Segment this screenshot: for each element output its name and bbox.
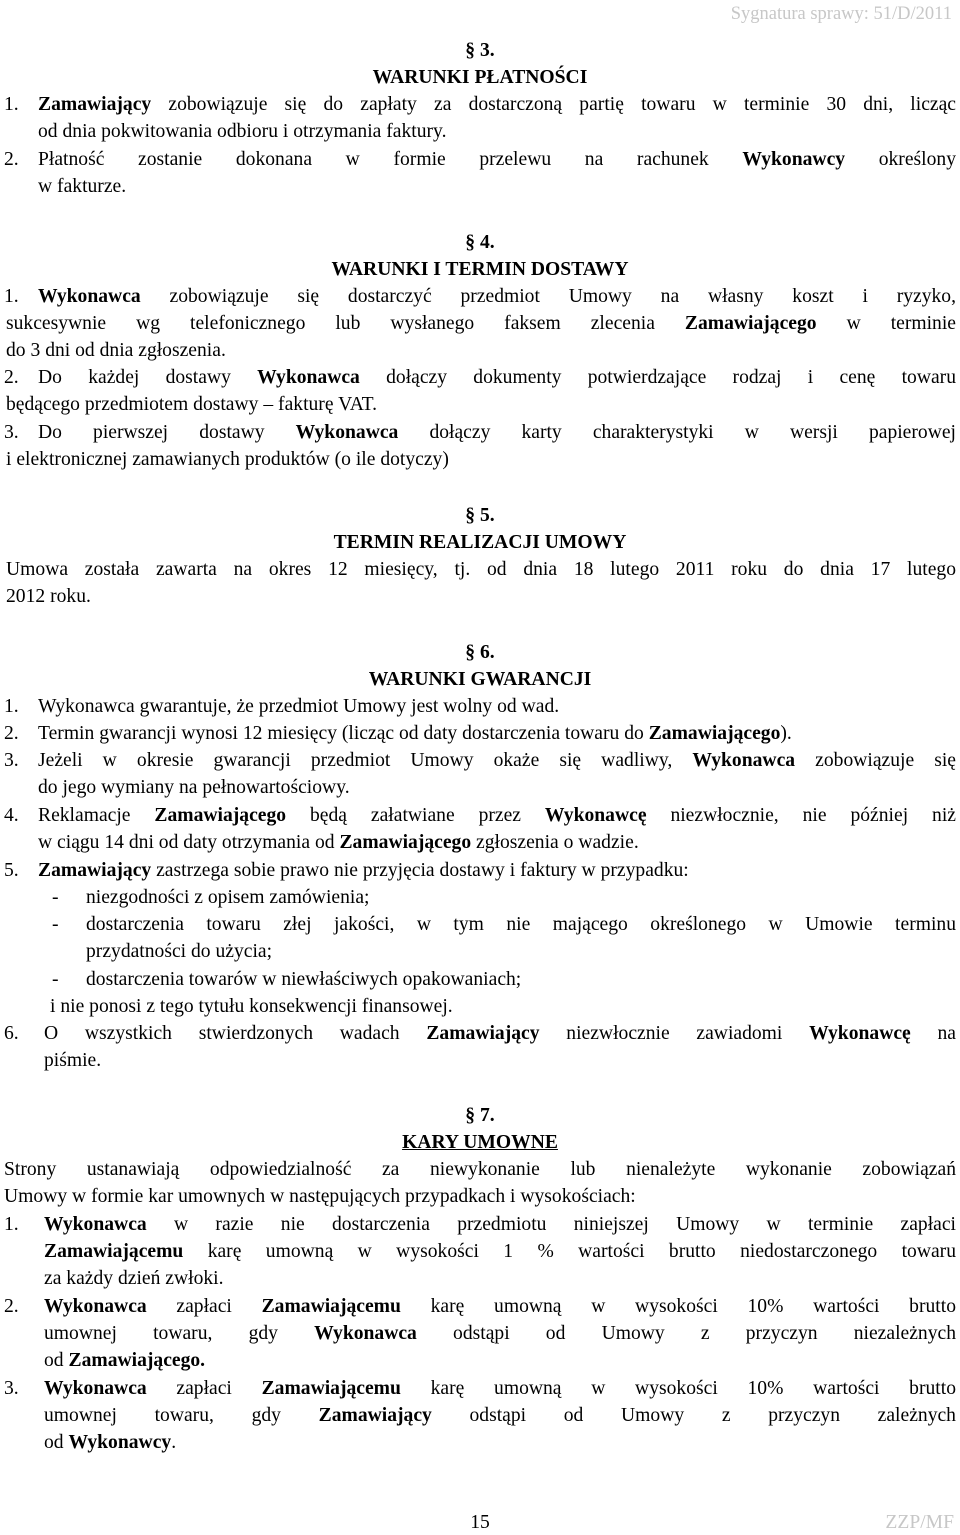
paragraph-line: 2012 roku.: [6, 586, 91, 607]
paragraph-line: Reklamacje Zamawiającego będą załatwiane przez Wykonawcę niezwłocznie, nie później niż: [38, 805, 956, 826]
paragraph-line: i nie ponosi z tego tytułu konsekwencji finansowej.: [50, 996, 453, 1017]
paragraph-line: będącego przedmiotem dostawy – fakturę VAT.: [6, 394, 378, 415]
dash-bullet: -: [52, 969, 59, 990]
dash-item: dostarczenia towaru złej jakości, w tym nie mającego określonego w Umowie terminu: [86, 914, 956, 935]
paragraph-line: Jeżeli w okresie gwarancji przedmiot Umowy okaże się wadliwy, Wykonawca zobowiązuje się: [38, 750, 957, 771]
section-6-title: WARUNKI GWARANCJI: [368, 669, 592, 690]
paragraph-line: Zamawiający zobowiązuje się do zapłaty za dostarczoną partię towaru w terminie 30 dni, licząc: [38, 94, 956, 115]
section-5-title: TERMIN REALIZACJI UMOWY: [333, 532, 627, 553]
dash-item: dostarczenia towarów w niewłaściwych opakowaniach;: [86, 969, 522, 990]
list-number: 1.: [4, 286, 19, 307]
paragraph-line: Wykonawca gwarantuje, że przedmiot Umowy jest wolny od wad.: [38, 696, 560, 717]
paragraph-line: w ciągu 14 dni od daty otrzymania od Zamawiającego zgłoszenia o wadzie.: [38, 832, 639, 853]
paragraph-line: do 3 dni od dnia zgłoszenia.: [6, 340, 226, 361]
list-number: 5.: [4, 860, 19, 881]
section-6-number: § 6.: [465, 642, 495, 663]
section-3-title: WARUNKI PŁATNOŚCI: [372, 67, 588, 88]
paragraph-line: umownej towaru, gdy Zamawiający odstąpi od Umowy z przyczyn zależnych: [44, 1405, 956, 1426]
paragraph-line: od Wykonawcy.: [44, 1432, 177, 1453]
case-signature: Sygnatura sprawy: 51/D/2011: [730, 4, 952, 24]
paragraph-line: do jego wymiany na pełnowartościowy.: [38, 777, 350, 798]
dash-item: niezgodności z opisem zamówienia;: [86, 887, 370, 908]
paragraph-line: w fakturze.: [38, 176, 127, 197]
paragraph-line: Do pierwszej dostawy Wykonawca dołączy karty charakterystyki w wersji papierowej: [38, 422, 956, 443]
paragraph-line: od dnia pokwitowania odbioru i otrzymania faktury.: [38, 121, 447, 142]
list-number: 6.: [4, 1023, 19, 1044]
list-number: 1.: [4, 94, 19, 115]
paragraph-line: Wykonawca zapłaci Zamawiającemu karę umowną w wysokości 10% wartości brutto: [44, 1378, 956, 1399]
section-4-title: WARUNKI I TERMIN DOSTAWY: [331, 259, 629, 280]
list-number: 3.: [4, 1378, 19, 1399]
paragraph-line: od Zamawiającego.: [44, 1350, 206, 1371]
paragraph-line: sukcesywnie wg telefonicznego lub wysłanego faksem zlecenia Zamawiającego w terminie: [6, 313, 956, 334]
list-number: 1.: [4, 1214, 19, 1235]
dash-bullet: -: [52, 887, 59, 908]
paragraph-line: Umowa została zawarta na okres 12 miesięcy, tj. od dnia 18 lutego 2011 roku do dnia 17 lutego: [6, 559, 956, 580]
paragraph-line: i elektronicznej zamawianych produktów (o ile dotyczy): [6, 449, 449, 470]
footer-code: ZZP/MF: [885, 1512, 954, 1533]
paragraph-line: piśmie.: [44, 1050, 102, 1071]
paragraph-line: Zamawiającemu karę umowną w wysokości 1 % wartości brutto niedostarczonego towaru: [44, 1241, 956, 1262]
paragraph-line: Wykonawca zobowiązuje się dostarczyć przedmiot Umowy na własny koszt i ryzyko,: [38, 286, 956, 307]
dash-bullet: -: [52, 914, 59, 935]
dash-item-continuation: przydatności do użycia;: [86, 941, 273, 962]
list-number: 1.: [4, 696, 19, 717]
section-3-number: § 3.: [465, 40, 495, 61]
list-number: 4.: [4, 805, 19, 826]
paragraph-line: Zamawiający zastrzega sobie prawo nie przyjęcia dostawy i faktury w przypadku:: [38, 860, 689, 881]
list-number: 2.: [4, 367, 19, 388]
list-number: 2.: [4, 723, 19, 744]
paragraph-line: Do każdej dostawy Wykonawca dołączy dokumenty potwierdzające rodzaj i cenę towaru: [38, 367, 957, 388]
paragraph-line: Wykonawca zapłaci Zamawiającemu karę umowną w wysokości 10% wartości brutto: [44, 1296, 956, 1317]
list-number: 3.: [4, 750, 19, 771]
paragraph-line: Wykonawca w razie nie dostarczenia przedmiotu niniejszej Umowy w terminie zapłaci: [44, 1214, 956, 1235]
section-4-number: § 4.: [465, 232, 495, 253]
page-number: 15: [470, 1512, 490, 1533]
paragraph-line: Umowy w formie kar umownych w następujących przypadkach i wysokościach:: [4, 1186, 636, 1207]
section-7-title: KARY UMOWNE: [402, 1132, 558, 1153]
paragraph-line: umownej towaru, gdy Wykonawca odstąpi od Umowy z przyczyn niezależnych: [44, 1323, 956, 1344]
paragraph-line: za każdy dzień zwłoki.: [44, 1268, 224, 1289]
section-7-number: § 7.: [465, 1105, 495, 1126]
paragraph-line: Płatność zostanie dokonana w formie przelewu na rachunek Wykonawcy określony: [38, 149, 956, 170]
paragraph-line: Termin gwarancji wynosi 12 miesięcy (licząc od daty dostarczenia towaru do Zamawiającego).: [38, 723, 792, 744]
section-5-number: § 5.: [465, 505, 495, 526]
list-number: 3.: [4, 422, 19, 443]
paragraph-line: Strony ustanawiają odpowiedzialność za niewykonanie lub nienależyte wykonanie zobowiązań: [4, 1159, 956, 1180]
list-number: 2.: [4, 149, 19, 170]
list-number: 2.: [4, 1296, 19, 1317]
paragraph-line: O wszystkich stwierdzonych wadach Zamawiający niezwłocznie zawiadomi Wykonawcę na: [44, 1023, 956, 1044]
